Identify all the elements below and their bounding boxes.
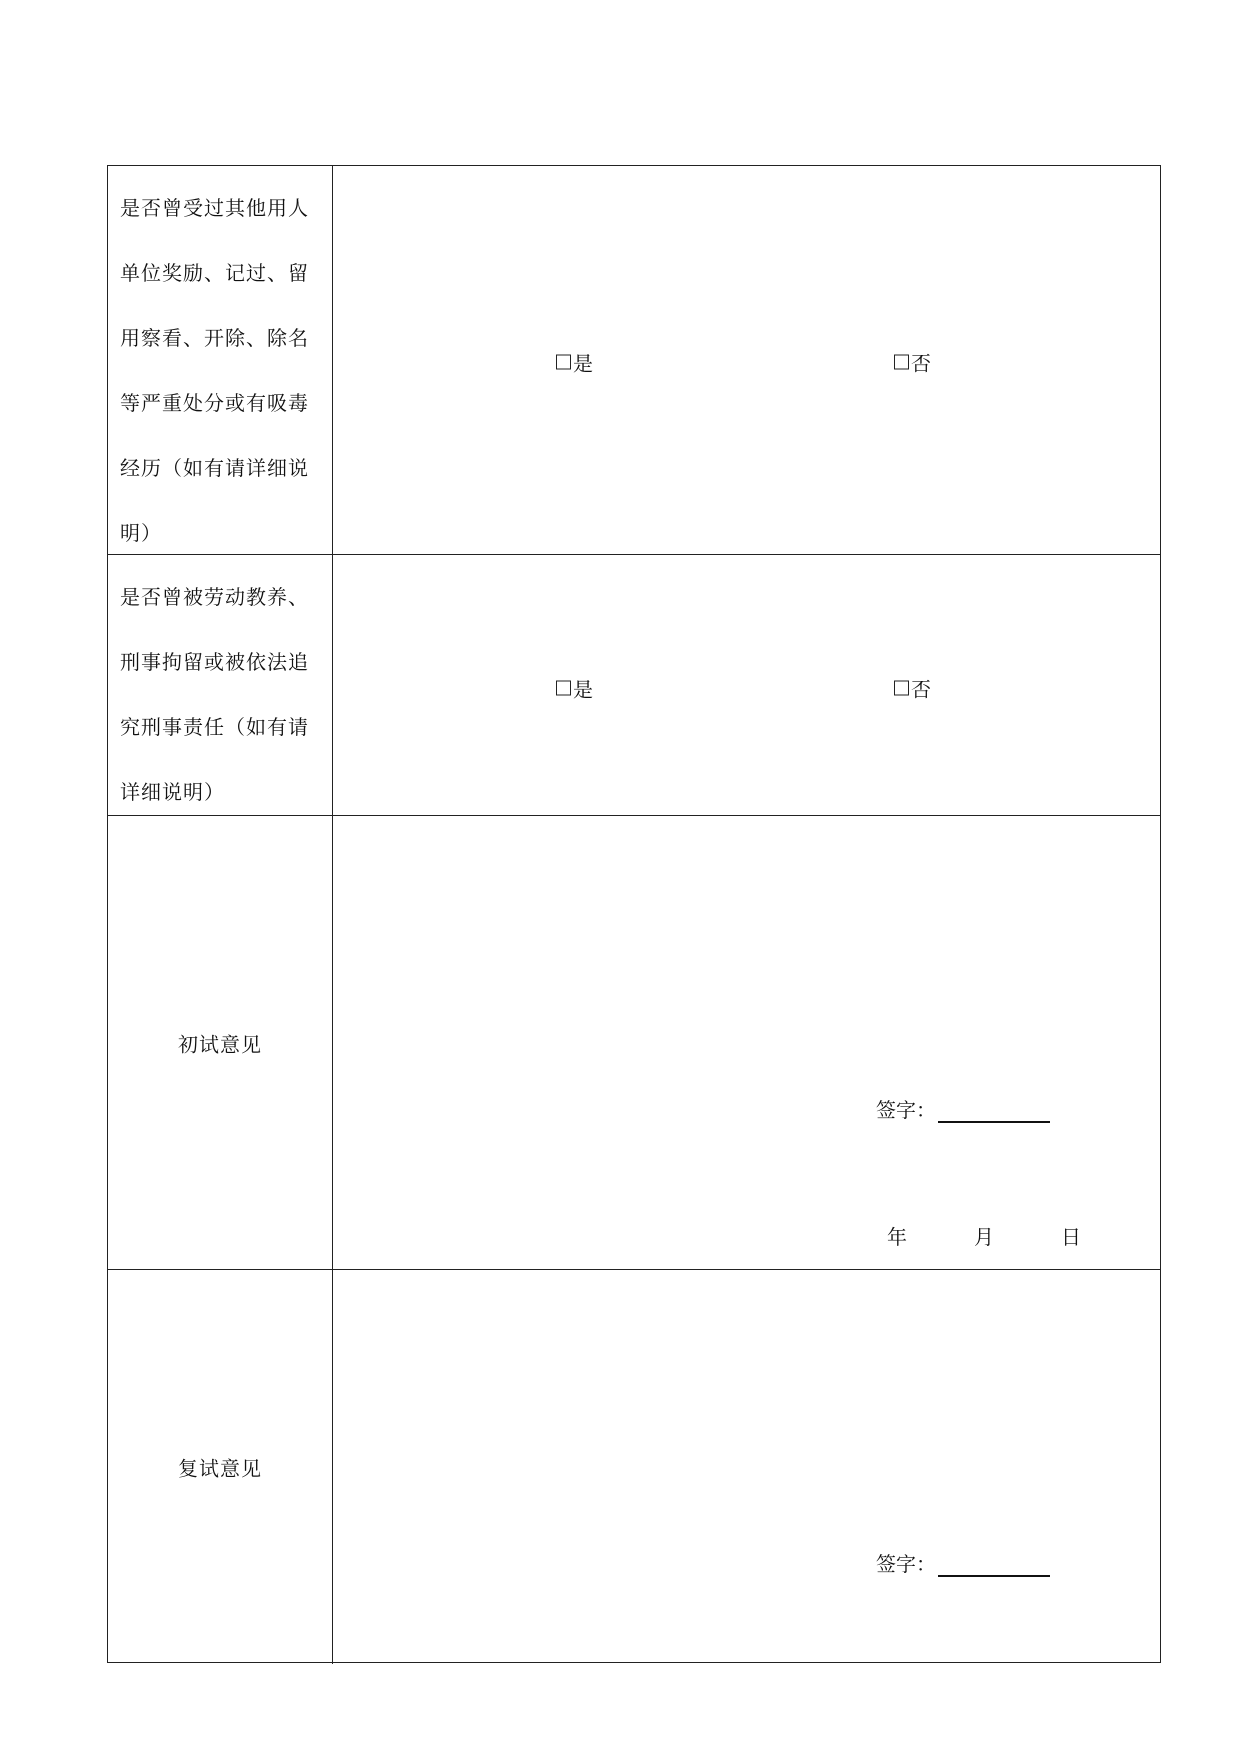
value-cell	[333, 166, 1160, 554]
option-yes[interactable]	[556, 348, 593, 377]
checkbox-no[interactable]	[894, 681, 909, 696]
checkbox-no[interactable]	[894, 355, 909, 370]
signature-line[interactable]	[938, 1101, 1050, 1123]
option-yes[interactable]	[556, 674, 593, 703]
option-no-label: 否	[911, 677, 931, 702]
signature-label: 签字：	[876, 1552, 936, 1576]
label-cell	[108, 1270, 333, 1664]
opinion-area[interactable]	[333, 1270, 1160, 1664]
label-cell	[108, 816, 333, 1269]
row-label: 复试意见	[178, 1456, 262, 1481]
opinion-area[interactable]	[333, 816, 1160, 1269]
option-no[interactable]	[894, 674, 931, 703]
form-table	[107, 165, 1161, 1663]
label-cell	[108, 166, 333, 554]
option-yes-label: 是	[573, 351, 593, 376]
signature-label: 签字：	[876, 1098, 936, 1122]
option-no[interactable]	[894, 348, 931, 377]
date-year: 年	[887, 1225, 907, 1249]
row-second-interview	[108, 1270, 1160, 1664]
signature-line[interactable]	[938, 1555, 1050, 1577]
signature	[876, 1548, 1050, 1577]
option-yes-label: 是	[573, 677, 593, 702]
row-label: 初试意见	[178, 1032, 262, 1056]
label-cell	[108, 555, 333, 815]
checkbox-yes[interactable]	[556, 681, 571, 696]
signature	[876, 1094, 1050, 1123]
row-initial-interview	[108, 816, 1160, 1270]
value-cell	[333, 555, 1160, 815]
row-label: 是否曾受过其他用人单位奖励、记过、留用察看、开除、除名等严重处分或有吸毒经历（如有请详细说明）	[120, 196, 309, 545]
row-prior-disciplinary	[108, 166, 1160, 555]
date-day: 日	[1061, 1225, 1081, 1249]
row-criminal-record	[108, 555, 1160, 816]
option-no-label: 否	[911, 351, 931, 376]
checkbox-yes[interactable]	[556, 355, 571, 370]
date-month: 月	[974, 1225, 994, 1249]
row-label: 是否曾被劳动教养、刑事拘留或被依法追究刑事责任（如有请详细说明）	[120, 585, 309, 804]
